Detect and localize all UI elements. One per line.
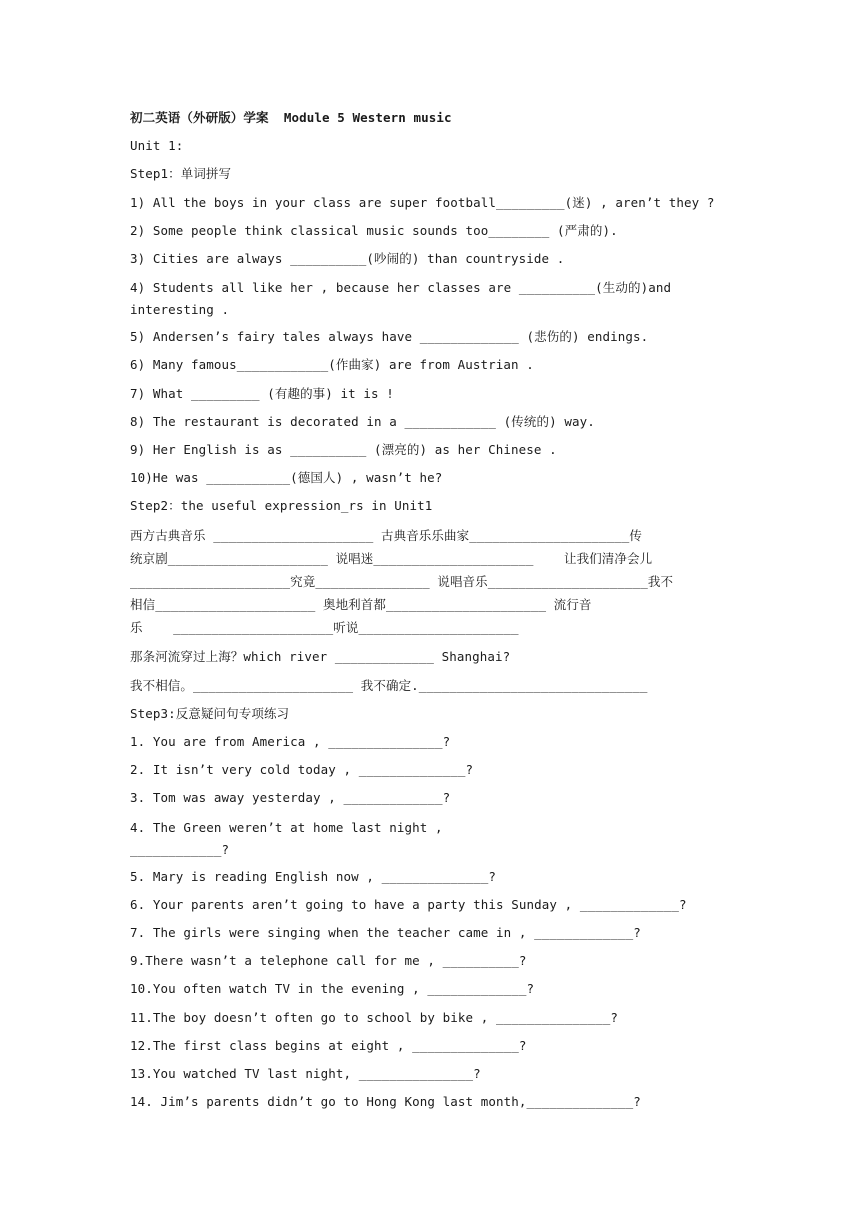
expression-row bbox=[130, 524, 724, 547]
step1-item: 7) What _________ (有趣的事) it is ! bbox=[130, 385, 394, 401]
step1-item: 8) The restaurant is decorated in a ____________ (传统的) way. bbox=[130, 413, 595, 429]
step3-item: 12.The first class begins at eight , ______________? bbox=[130, 1037, 527, 1053]
step3-item-line: 4. The Green weren’t at home last night , bbox=[130, 819, 443, 835]
step1-item: 3) Cities are always __________(吵闹的) than countryside . bbox=[130, 250, 565, 266]
expression-row-end: 我不 bbox=[647, 574, 674, 590]
step3-item: 11.The boy doesn’t often go to school by bike , _______________? bbox=[130, 1009, 619, 1025]
expression-row bbox=[130, 547, 724, 570]
step1-item: 9) Her English is as __________ (漂亮的) as her Chinese . bbox=[130, 441, 557, 457]
unit-label: Unit 1: bbox=[130, 138, 184, 154]
river-question: 那条河流穿过上海？which river _____________ Shanghai? bbox=[130, 649, 511, 665]
step1-item-line: 4) Students all like her , because her classes are __________(生动的)and bbox=[130, 280, 672, 296]
step3-item: 6. Your parents aren’t going to have a party this Sunday , _____________? bbox=[130, 896, 687, 912]
step3-item: 1. You are from America , _______________? bbox=[130, 734, 451, 749]
step2-heading: Step2：the useful expression_rs in Unit1 bbox=[130, 498, 433, 514]
step3-item: 5. Mary is reading English now , ______________? bbox=[130, 868, 497, 884]
step3-item: 3. Tom was away yesterday , _____________? bbox=[130, 790, 451, 806]
step1-item: 6) Many famous____________(作曲家) are from Austrian . bbox=[130, 357, 534, 373]
expression-row-text: _____________________究竟_______________ 说唱音乐_____________________ bbox=[130, 574, 648, 590]
step3-item: 7. The girls were singing when the teacher came in , _____________? bbox=[130, 924, 641, 940]
step3-item bbox=[130, 817, 724, 867]
expression-table bbox=[130, 524, 724, 639]
expression-row-text: 统京剧_____________________ 说唱迷_____________________ 让我们清净会儿 bbox=[130, 551, 653, 567]
step1-item: 5) Andersen’s fairy tales always have _____________ (悲伤的) endings. bbox=[130, 329, 649, 345]
step3-item: 14. Jim’s parents didn’t go to Hong Kong last month,______________? bbox=[130, 1094, 641, 1110]
step1-item: 2) Some people think classical music sounds too________ (严肃的). bbox=[130, 222, 618, 238]
step1-item: 10)He was ___________(德国人) , wasn’t he? bbox=[130, 470, 443, 486]
expression-row bbox=[130, 570, 724, 593]
step1-item bbox=[130, 277, 724, 327]
believe-line: 我不相信。_____________________ 我不确定.______________________________ bbox=[130, 677, 648, 693]
document-title: 初二英语（外研版）学案 Module 5 Western music bbox=[130, 110, 452, 125]
step1-heading: Step1：单词拼写 bbox=[130, 166, 232, 182]
step1-item: 1) All the boys in your class are super football_________(迷) , aren’t they ? bbox=[130, 194, 715, 210]
step3-item: 10.You often watch TV in the evening , _____________? bbox=[130, 981, 535, 997]
step3-heading: Step3:反意疑问句专项练习 bbox=[130, 705, 290, 721]
expression-row bbox=[130, 593, 724, 616]
expression-row-text: 西方古典音乐 _____________________ 古典音乐乐曲家_____________________ bbox=[130, 528, 630, 544]
step3-item-line: ____________? bbox=[130, 841, 230, 857]
step3-item: 2. It isn’t very cold today , ______________? bbox=[130, 762, 474, 778]
expression-row bbox=[130, 616, 724, 639]
worksheet bbox=[130, 108, 724, 1120]
step3-item: 13.You watched TV last night, _______________? bbox=[130, 1065, 481, 1081]
expression-row-end: 传 bbox=[629, 528, 642, 544]
step3-item: 9.There wasn’t a telephone call for me , __________? bbox=[130, 953, 527, 969]
expression-row-text: 相信_____________________ 奥地利首都_____________________ 流行音 bbox=[130, 597, 592, 613]
step1-item-line: interesting . bbox=[130, 302, 230, 318]
expression-row-text: 乐 _____________________听说_____________________ bbox=[130, 620, 519, 636]
